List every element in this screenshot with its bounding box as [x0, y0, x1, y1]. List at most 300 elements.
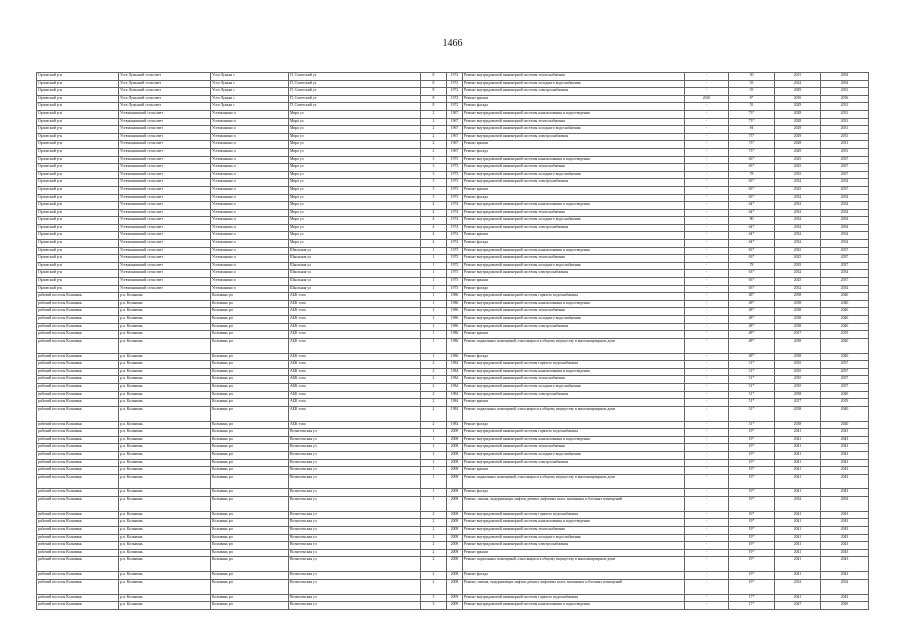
- municipality-cell: рабочий поселок Колывань: [37, 323, 119, 331]
- table-row: [37, 467, 869, 475]
- locality-cell: Колывань рп: [211, 497, 289, 512]
- plan-start-cell: 2032: [775, 179, 821, 187]
- plan-end-cell: 2034: [821, 232, 869, 240]
- street-cell: Вознесенская ул: [289, 467, 421, 475]
- year-built-cell: 1975: [447, 270, 463, 278]
- work-type-cell: Ремонт внутридомовой инженерной системы электроснабжения: [463, 459, 685, 467]
- street-cell: АБК тэпа: [289, 293, 421, 301]
- year-built-cell: 1984: [447, 361, 463, 369]
- wear-cell: 64*: [729, 240, 775, 248]
- wear-cell: 50: [729, 73, 775, 81]
- wear-cell: 63*: [729, 156, 775, 164]
- house-cell: 1: [421, 262, 447, 270]
- plan-start-cell: 2035: [775, 383, 821, 391]
- settlement-cell: р.п. Колывань: [119, 542, 211, 550]
- last-repair-cell: -: [685, 474, 729, 489]
- work-type-cell: Ремонт внутридомовой инженерной системы теплоснабжения: [463, 444, 685, 452]
- street-cell: АБК тэпа: [289, 308, 421, 316]
- year-built-cell: 1986: [447, 293, 463, 301]
- street-cell: Вознесенская ул: [289, 451, 421, 459]
- settlement-cell: р.п. Колывань: [119, 308, 211, 316]
- plan-end-cell: 2031: [821, 141, 869, 149]
- table-row: [37, 217, 869, 225]
- locality-cell: Устюжанино п: [211, 156, 289, 164]
- table-row: [37, 316, 869, 324]
- municipality-cell: Орловский р-н: [37, 164, 119, 172]
- municipality-cell: рабочий поселок Колывань: [37, 368, 119, 376]
- year-built-cell: 2008: [447, 489, 463, 497]
- locality-cell: Колывань рп: [211, 511, 289, 519]
- plan-start-cell: 2032: [775, 202, 821, 210]
- wear-cell: 63*: [729, 285, 775, 293]
- municipality-cell: Орловский р-н: [37, 202, 119, 210]
- locality-cell: Колывань рп: [211, 376, 289, 384]
- work-type-cell: Ремонт внутридомовой инженерной системы канализования и водоотведения: [463, 436, 685, 444]
- plan-start-cell: 2038: [775, 338, 821, 353]
- street-cell: Вознесенская ул: [289, 579, 421, 594]
- wear-cell: 19*: [729, 534, 775, 542]
- plan-end-cell: 2034: [821, 240, 869, 248]
- last-repair-cell: -: [685, 103, 729, 111]
- plan-end-cell: 2043: [821, 474, 869, 489]
- settlement-cell: р.п. Колывань: [119, 436, 211, 444]
- municipality-cell: рабочий поселок Колывань: [37, 572, 119, 580]
- house-cell: 1: [421, 338, 447, 353]
- municipality-cell: рабочий поселок Колывань: [37, 542, 119, 550]
- settlement-cell: р.п. Колывань: [119, 497, 211, 512]
- year-built-cell: 2008: [447, 497, 463, 512]
- year-built-cell: 1972: [447, 103, 463, 111]
- locality-cell: Колывань рп: [211, 399, 289, 407]
- year-built-cell: 2008: [447, 557, 463, 572]
- municipality-cell: рабочий поселок Колывань: [37, 361, 119, 369]
- work-type-cell: Ремонт внутридомовой инженерной системы холодного водоснабжения: [463, 451, 685, 459]
- locality-cell: Устюжанино п: [211, 255, 289, 263]
- settlement-cell: Устюжанинский сельсовет: [119, 194, 211, 202]
- work-type-cell: Ремонт внутридомовой инженерной системы холодного водоснабжения: [463, 126, 685, 134]
- last-repair-cell: -: [685, 156, 729, 164]
- house-cell: 1: [421, 278, 447, 286]
- work-type-cell: Ремонт крыши: [463, 331, 685, 339]
- settlement-cell: Устюжанинский сельсовет: [119, 247, 211, 255]
- house-cell: 3: [421, 194, 447, 202]
- wear-cell: 64*: [729, 224, 775, 232]
- table-row: [37, 579, 869, 594]
- locality-cell: Колывань рп: [211, 323, 289, 331]
- work-type-cell: Ремонт крыши: [463, 232, 685, 240]
- last-repair-cell: -: [685, 262, 729, 270]
- municipality-cell: рабочий поселок Колывань: [37, 527, 119, 535]
- plan-end-cell: 2043: [821, 572, 869, 580]
- plan-start-cell: 2041: [775, 436, 821, 444]
- street-cell: АБК тэпа: [289, 300, 421, 308]
- settlement-cell: Устюжанинский сельсовет: [119, 278, 211, 286]
- wear-cell: 51*: [729, 421, 775, 429]
- municipality-cell: Орловский р-н: [37, 270, 119, 278]
- wear-cell: 19*: [729, 444, 775, 452]
- plan-start-cell: 2032: [775, 194, 821, 202]
- settlement-cell: р.п. Колывань: [119, 323, 211, 331]
- wear-cell: 64*: [729, 202, 775, 210]
- plan-end-cell: 2031: [821, 126, 869, 134]
- wear-cell: 51*: [729, 368, 775, 376]
- house-cell: 2: [421, 519, 447, 527]
- plan-end-cell: 2034: [821, 73, 869, 81]
- plan-start-cell: 2017: [775, 331, 821, 339]
- house-cell: 2: [421, 579, 447, 594]
- municipality-cell: рабочий поселок Колывань: [37, 353, 119, 361]
- locality-cell: Колывань рп: [211, 331, 289, 339]
- last-repair-cell: -: [685, 217, 729, 225]
- street-cell: Мира ул: [289, 209, 421, 217]
- municipality-cell: рабочий поселок Колывань: [37, 383, 119, 391]
- street-cell: Школьная ул: [289, 270, 421, 278]
- settlement-cell: Устюжанинский сельсовет: [119, 232, 211, 240]
- wear-cell: 19*: [729, 549, 775, 557]
- table-row: [37, 376, 869, 384]
- plan-end-cell: 2019: [821, 331, 869, 339]
- table-row: [37, 224, 869, 232]
- settlement-cell: р.п. Колывань: [119, 511, 211, 519]
- locality-cell: Колывань рп: [211, 406, 289, 421]
- table-row: [37, 429, 869, 437]
- house-cell: 2: [421, 511, 447, 519]
- plan-end-cell: 2043: [821, 429, 869, 437]
- municipality-cell: рабочий поселок Колывань: [37, 300, 119, 308]
- work-type-cell: Ремонт внутридомовой инженерной системы холодного водоснабжения: [463, 383, 685, 391]
- house-cell: 8: [421, 103, 447, 111]
- work-type-cell: Ремонт внутридомовой инженерной системы холодного водоснабжения: [463, 316, 685, 324]
- year-built-cell: 1984: [447, 391, 463, 399]
- locality-cell: Колывань рп: [211, 542, 289, 550]
- last-repair-cell: -: [685, 232, 729, 240]
- wear-cell: 55: [729, 88, 775, 96]
- house-cell: 1: [421, 489, 447, 497]
- settlement-cell: Устюжанинский сельсовет: [119, 118, 211, 126]
- street-cell: Мира ул: [289, 217, 421, 225]
- wear-cell: 51*: [729, 406, 775, 421]
- house-cell: 1: [421, 451, 447, 459]
- table-row: [37, 527, 869, 535]
- plan-start-cell: 2041: [775, 511, 821, 519]
- house-cell: 3: [421, 594, 447, 602]
- locality-cell: Колывань рп: [211, 602, 289, 610]
- street-cell: П. Советский ул: [289, 95, 421, 103]
- wear-cell: 19*: [729, 511, 775, 519]
- house-cell: 1: [421, 436, 447, 444]
- house-cell: 1: [421, 270, 447, 278]
- plan-start-cell: 2038: [775, 323, 821, 331]
- table-row: [37, 436, 869, 444]
- municipality-cell: рабочий поселок Колывань: [37, 451, 119, 459]
- year-built-cell: 1986: [447, 308, 463, 316]
- settlement-cell: р.п. Колывань: [119, 594, 211, 602]
- wear-cell: 55: [729, 103, 775, 111]
- year-built-cell: 1975: [447, 194, 463, 202]
- municipality-cell: рабочий поселок Колывань: [37, 444, 119, 452]
- plan-end-cell: 2040: [821, 323, 869, 331]
- plan-start-cell: 2032: [775, 579, 821, 594]
- last-repair-cell: -: [685, 80, 729, 88]
- year-built-cell: 1972: [447, 73, 463, 81]
- year-built-cell: 1986: [447, 353, 463, 361]
- work-type-cell: Ремонт внутридомовой инженерной системы теплоснабжения: [463, 164, 685, 172]
- settlement-cell: р.п. Колывань: [119, 368, 211, 376]
- work-type-cell: Ремонт внутридомовой инженерной системы горячего водоснабжения: [463, 361, 685, 369]
- last-repair-cell: -: [685, 444, 729, 452]
- last-repair-cell: -: [685, 270, 729, 278]
- municipality-cell: Орловский р-н: [37, 80, 119, 88]
- plan-start-cell: 2022: [775, 80, 821, 88]
- work-type-cell: Ремонт фасада: [463, 240, 685, 248]
- street-cell: Вознесенская ул: [289, 549, 421, 557]
- locality-cell: Устюжанино п: [211, 217, 289, 225]
- work-type-cell: Ремонт внутридомовой инженерной системы канализования и водоотведения: [463, 110, 685, 118]
- wear-cell: 73*: [729, 133, 775, 141]
- plan-start-cell: 2025: [775, 164, 821, 172]
- table-row: [37, 399, 869, 407]
- year-built-cell: 1974: [447, 232, 463, 240]
- work-type-cell: Ремонт крыши: [463, 467, 685, 475]
- street-cell: Мира ул: [289, 224, 421, 232]
- year-built-cell: 1975: [447, 179, 463, 187]
- last-repair-cell: -: [685, 331, 729, 339]
- house-cell: 2: [421, 406, 447, 421]
- table-row: [37, 164, 869, 172]
- municipality-cell: Орловский р-н: [37, 278, 119, 286]
- settlement-cell: р.п. Колывань: [119, 316, 211, 324]
- plan-start-cell: 2029: [775, 148, 821, 156]
- municipality-cell: Орловский р-н: [37, 194, 119, 202]
- work-type-cell: Ремонт фасада: [463, 148, 685, 156]
- year-built-cell: 1975: [447, 255, 463, 263]
- street-cell: АБК тэпа: [289, 406, 421, 421]
- street-cell: Вознесенская ул: [289, 602, 421, 610]
- last-repair-cell: -: [685, 421, 729, 429]
- work-type-cell: Ремонт подвальных помещений, относящихся к общему имуществу в многоквартирном доме: [463, 557, 685, 572]
- wear-cell: 48*: [729, 323, 775, 331]
- plan-start-cell: 2041: [775, 467, 821, 475]
- wear-cell: 63*: [729, 179, 775, 187]
- house-cell: 2: [421, 391, 447, 399]
- last-repair-cell: -: [685, 406, 729, 421]
- year-built-cell: 2008: [447, 542, 463, 550]
- last-repair-cell: -: [685, 148, 729, 156]
- work-type-cell: Ремонт подвальных помещений, относящихся к общему имуществу в многоквартирном доме: [463, 338, 685, 353]
- settlement-cell: Устюжанинский сельсовет: [119, 202, 211, 210]
- last-repair-cell: -: [685, 368, 729, 376]
- plan-end-cell: 2034: [821, 497, 869, 512]
- locality-cell: Колывань рп: [211, 361, 289, 369]
- house-cell: 8: [421, 95, 447, 103]
- wear-cell: 19*: [729, 542, 775, 550]
- last-repair-cell: -: [685, 316, 729, 324]
- municipality-cell: рабочий поселок Колывань: [37, 316, 119, 324]
- table-row: [37, 368, 869, 376]
- work-type-cell: Ремонт фасада: [463, 285, 685, 293]
- wear-cell: 64*: [729, 209, 775, 217]
- municipality-cell: рабочий поселок Колывань: [37, 602, 119, 610]
- plan-start-cell: 2025: [775, 278, 821, 286]
- table-row: [37, 331, 869, 339]
- year-built-cell: 2009: [447, 594, 463, 602]
- table-row: [37, 542, 869, 550]
- last-repair-cell: -: [685, 436, 729, 444]
- plan-end-cell: 2043: [821, 511, 869, 519]
- plan-start-cell: 2032: [775, 224, 821, 232]
- last-repair-cell: -: [685, 73, 729, 81]
- year-built-cell: 2008: [447, 436, 463, 444]
- year-built-cell: 1975: [447, 186, 463, 194]
- municipality-cell: Орловский р-н: [37, 179, 119, 187]
- municipality-cell: рабочий поселок Колывань: [37, 534, 119, 542]
- wear-cell: 73*: [729, 118, 775, 126]
- locality-cell: Колывань рп: [211, 316, 289, 324]
- municipality-cell: рабочий поселок Колывань: [37, 474, 119, 489]
- locality-cell: Устюжанино п: [211, 194, 289, 202]
- street-cell: П. Советский ул: [289, 80, 421, 88]
- plan-start-cell: 2029: [775, 103, 821, 111]
- plan-start-cell: 2032: [775, 285, 821, 293]
- house-cell: 2: [421, 376, 447, 384]
- last-repair-cell: -: [685, 224, 729, 232]
- house-cell: 2: [421, 148, 447, 156]
- work-type-cell: Ремонт внутридомовой инженерной системы канализования и водоотведения: [463, 602, 685, 610]
- house-cell: 2: [421, 542, 447, 550]
- work-type-cell: Ремонт крыши: [463, 186, 685, 194]
- settlement-cell: р.п. Колывань: [119, 331, 211, 339]
- year-built-cell: 1984: [447, 383, 463, 391]
- work-type-cell: Ремонт внутридомовой инженерной системы холодного водоснабжения: [463, 262, 685, 270]
- year-built-cell: 2008: [447, 429, 463, 437]
- plan-start-cell: 2029: [775, 133, 821, 141]
- street-cell: Вознесенская ул: [289, 459, 421, 467]
- last-repair-cell: -: [685, 519, 729, 527]
- settlement-cell: р.п. Колывань: [119, 451, 211, 459]
- locality-cell: Колывань рп: [211, 368, 289, 376]
- wear-cell: 73*: [729, 141, 775, 149]
- table-row: [37, 141, 869, 149]
- table-row: [37, 444, 869, 452]
- locality-cell: Колывань рп: [211, 534, 289, 542]
- plan-end-cell: 2037: [821, 361, 869, 369]
- settlement-cell: р.п. Колывань: [119, 361, 211, 369]
- last-repair-cell: -: [685, 527, 729, 535]
- year-built-cell: 1984: [447, 376, 463, 384]
- table-row: [37, 285, 869, 293]
- locality-cell: Колывань рп: [211, 436, 289, 444]
- table-row: [37, 148, 869, 156]
- settlement-cell: Устюжанинский сельсовет: [119, 179, 211, 187]
- work-type-cell: Ремонт внутридомовой инженерной системы электроснабжения: [463, 179, 685, 187]
- last-repair-cell: -: [685, 391, 729, 399]
- plan-end-cell: 2040: [821, 338, 869, 353]
- street-cell: Мира ул: [289, 171, 421, 179]
- locality-cell: Устюжанино п: [211, 240, 289, 248]
- settlement-cell: Устюжанинский сельсовет: [119, 209, 211, 217]
- work-type-cell: Ремонт подвальных помещений, относящихся к общему имуществу в многоквартирном доме: [463, 406, 685, 421]
- work-type-cell: Ремонт крыши: [463, 95, 685, 103]
- street-cell: Вознесенская ул: [289, 429, 421, 437]
- work-type-cell: Ремонт внутридомовой инженерной системы теплоснабжения: [463, 209, 685, 217]
- locality-cell: Колывань рп: [211, 572, 289, 580]
- settlement-cell: Устюжанинский сельсовет: [119, 171, 211, 179]
- settlement-cell: р.п. Колывань: [119, 549, 211, 557]
- municipality-cell: рабочий поселок Колывань: [37, 338, 119, 353]
- year-built-cell: 2009: [447, 602, 463, 610]
- work-type-cell: Ремонт фасада: [463, 194, 685, 202]
- wear-cell: 19*: [729, 557, 775, 572]
- plan-end-cell: 2040: [821, 421, 869, 429]
- plan-start-cell: 2035: [775, 361, 821, 369]
- plan-start-cell: 2041: [775, 534, 821, 542]
- locality-cell: Устюжанино п: [211, 126, 289, 134]
- settlement-cell: Устюжанинский сельсовет: [119, 141, 211, 149]
- year-built-cell: 2008: [447, 579, 463, 594]
- locality-cell: Колывань рп: [211, 489, 289, 497]
- house-cell: 1: [421, 285, 447, 293]
- plan-end-cell: 2043: [821, 467, 869, 475]
- year-built-cell: 1974: [447, 202, 463, 210]
- locality-cell: Усть-Лунька с: [211, 73, 289, 81]
- last-repair-cell: -: [685, 164, 729, 172]
- work-type-cell: Ремонт внутридомовой инженерной системы электроснабжения: [463, 323, 685, 331]
- municipality-cell: рабочий поселок Колывань: [37, 549, 119, 557]
- municipality-cell: рабочий поселок Колывань: [37, 308, 119, 316]
- wear-cell: 94: [729, 126, 775, 134]
- plan-end-cell: 2043: [821, 534, 869, 542]
- municipality-cell: рабочий поселок Колывань: [37, 436, 119, 444]
- wear-cell: 19*: [729, 489, 775, 497]
- table-row: [37, 391, 869, 399]
- plan-start-cell: 2041: [775, 549, 821, 557]
- work-type-cell: Ремонт внутридомовой инженерной системы канализования и водоотведения: [463, 202, 685, 210]
- street-cell: АБК тэпа: [289, 338, 421, 353]
- street-cell: Вознесенская ул: [289, 474, 421, 489]
- locality-cell: Устюжанино п: [211, 278, 289, 286]
- work-type-cell: Ремонт крыши: [463, 141, 685, 149]
- last-repair-cell: -: [685, 171, 729, 179]
- plan-end-cell: 2037: [821, 171, 869, 179]
- last-repair-cell: -: [685, 126, 729, 134]
- table-row: [37, 602, 869, 610]
- plan-start-cell: 2016: [775, 95, 821, 103]
- last-repair-cell: -: [685, 202, 729, 210]
- street-cell: Мира ул: [289, 232, 421, 240]
- work-type-cell: Ремонт фасада: [463, 103, 685, 111]
- table-row: [37, 186, 869, 194]
- street-cell: Школьная ул: [289, 255, 421, 263]
- year-built-cell: 1975: [447, 247, 463, 255]
- settlement-cell: Усть-Луньский сельсовет: [119, 103, 211, 111]
- locality-cell: Усть-Лунька с: [211, 88, 289, 96]
- last-repair-cell: -: [685, 534, 729, 542]
- wear-cell: 17*: [729, 602, 775, 610]
- locality-cell: Устюжанино п: [211, 141, 289, 149]
- wear-cell: 51*: [729, 391, 775, 399]
- wear-cell: 63*: [729, 278, 775, 286]
- year-built-cell: 1967: [447, 118, 463, 126]
- street-cell: Вознесенская ул: [289, 527, 421, 535]
- wear-cell: 19*: [729, 467, 775, 475]
- year-built-cell: 1974: [447, 240, 463, 248]
- settlement-cell: р.п. Колывань: [119, 474, 211, 489]
- plan-start-cell: 2041: [775, 444, 821, 452]
- settlement-cell: Устюжанинский сельсовет: [119, 148, 211, 156]
- year-built-cell: 1967: [447, 141, 463, 149]
- table-row: [37, 511, 869, 519]
- table-row: [37, 572, 869, 580]
